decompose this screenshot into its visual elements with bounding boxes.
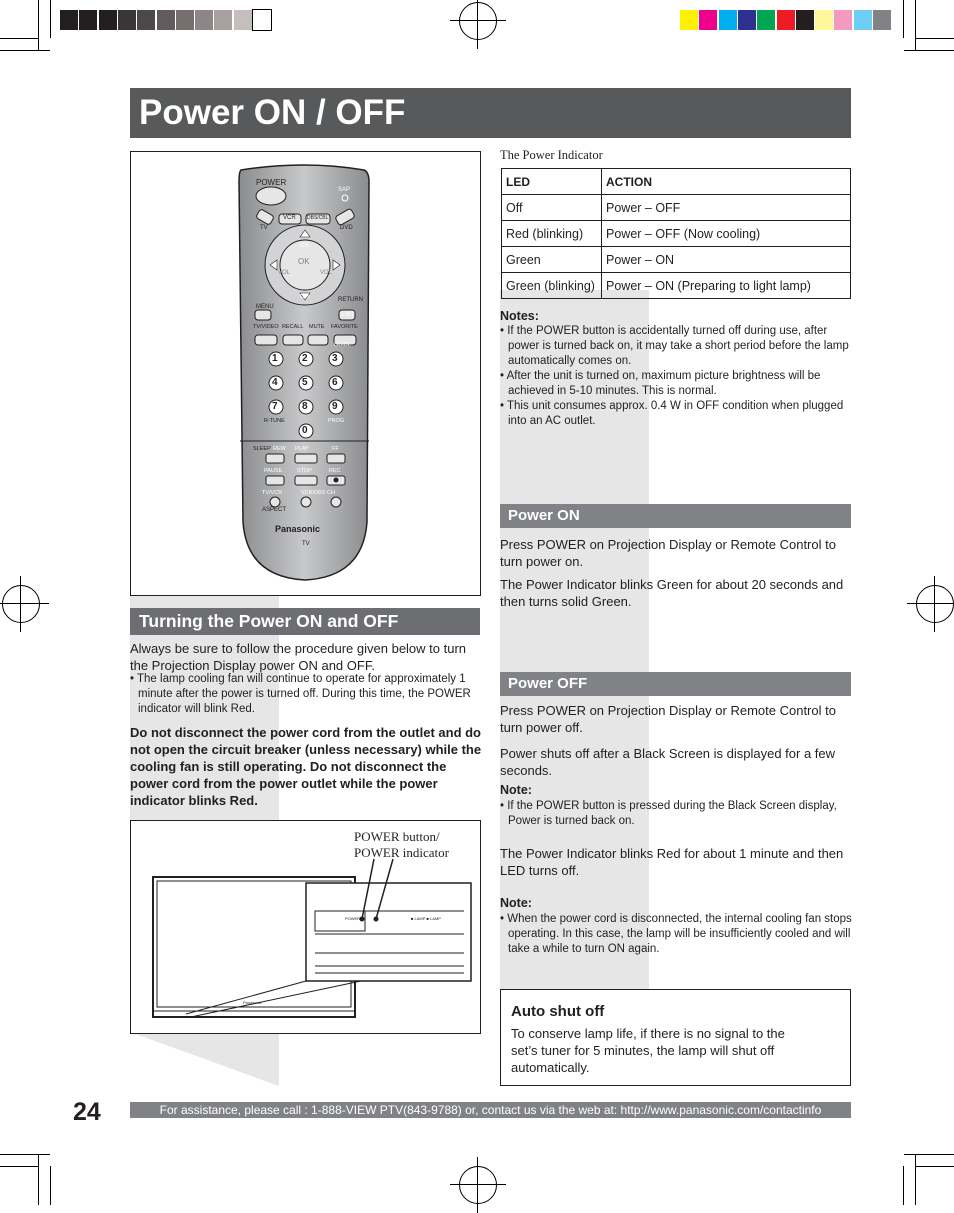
remote-digit-7[interactable]: 7	[272, 401, 278, 412]
remote-tvvcr-label: TV/VCR	[262, 490, 283, 496]
remote-play-label: PLAY	[295, 446, 309, 452]
turning-bullet: • The lamp cooling fan will continue to operate for approximately 1 minute after the power is turned off. During this time, the POWER indicator will blink Red.	[130, 673, 471, 715]
remote-ch-up-label: CH	[300, 243, 309, 249]
remote-return-button[interactable]: RETURN	[338, 297, 363, 303]
table-row	[502, 247, 851, 273]
remote-prog-label: PROG	[328, 418, 345, 424]
remote-digit-9[interactable]: 9	[332, 401, 338, 412]
table-cell-led: Red (blinking)	[502, 221, 602, 247]
power-indicator-table	[501, 168, 851, 299]
remote-tv-video-button[interactable]: TV/VIDEO	[253, 324, 279, 330]
remote-digit-0[interactable]: 0	[302, 425, 308, 436]
remote-power-label: POWER	[256, 178, 287, 187]
note-item: • This unit consumes approx. 0.4 W in OFF condition when plugged into an AC outlet.	[500, 400, 844, 427]
section-header-power-off: Power OFF	[500, 672, 851, 696]
remote-guide-label: GUIDE	[334, 342, 352, 348]
tv-power-tiny-label: POWER	[345, 916, 361, 921]
remote-digit-8[interactable]: 8	[302, 401, 308, 412]
remote-recall-button[interactable]: RECALL	[282, 324, 304, 330]
remote-digit-4[interactable]: 4	[272, 377, 278, 388]
remote-favorite-button[interactable]: FAVORITE	[331, 324, 358, 330]
remote-brand-logo: Panasonic	[275, 524, 321, 534]
remote-model-label: TV	[302, 541, 310, 547]
remote-control-figure	[130, 151, 481, 596]
remote-stop-label: STOP	[297, 468, 312, 474]
remote-sleep-button[interactable]: SLEEP	[253, 446, 271, 452]
remote-aspect-button[interactable]: ASPECT	[262, 507, 287, 513]
power-off-p3: The Power Indicator blinks Red for about 1 minute and then LED turns off.	[500, 846, 844, 878]
notes-label: Notes:	[500, 309, 539, 323]
remote-ff-label: FF	[332, 446, 339, 452]
power-off-p2: Power shuts off after a Black Screen is displayed for a few seconds.	[500, 746, 836, 778]
tv-front-panel-figure	[130, 820, 481, 1034]
remote-pause-label: PAUSE	[264, 468, 283, 474]
power-on-p2: The Power Indicator blinks Green for about 20 seconds and then turns solid Green.	[500, 577, 844, 609]
remote-digit-6[interactable]: 6	[332, 377, 338, 388]
remote-vcrdbs-ch-label: VCR/DBS CH	[301, 490, 335, 496]
power-off-note1: • If the POWER button is pressed during the Black Screen display, Power is turned back on.	[500, 800, 837, 827]
remote-rec-label: REC	[329, 468, 341, 474]
tv-caption-line1: POWER button/	[354, 829, 440, 844]
power-on-p1: Press POWER on Projection Display or Remote Control to turn power on.	[500, 537, 836, 569]
page-number: 24	[73, 1098, 101, 1126]
remote-tv-button[interactable]: TV	[260, 225, 268, 231]
table-cell-action: Power – ON	[602, 247, 851, 273]
table-cell-action: Power – OFF (Now cooling)	[602, 221, 851, 247]
turning-intro: Always be sure to follow the procedure given below to turn the Projection Display power ON and OFF.	[130, 641, 467, 673]
note-item: • If the POWER button is accidentally turned off during use, after power is turned back on, it may take a short period before the lamp automatically comes on.	[500, 325, 849, 367]
table-header-row	[502, 169, 851, 195]
remote-digit-3[interactable]: 3	[332, 353, 338, 364]
table-row	[502, 273, 851, 299]
table-row	[502, 221, 851, 247]
page-title: Power ON / OFF	[139, 93, 406, 132]
remote-menu-button[interactable]: MENU	[256, 304, 274, 310]
remote-digit-5[interactable]: 5	[302, 377, 308, 388]
remote-rtune-button[interactable]: R-TUNE	[264, 418, 285, 424]
section-header-turning: Turning the Power ON and OFF	[130, 608, 480, 635]
remote-mute-button[interactable]: MUTE	[309, 324, 325, 330]
section-header-power-on: Power ON	[500, 504, 851, 528]
auto-shut-off-text: To conserve lamp life, if there is no signal to the set’s tuner for 5 minutes, the lamp will shut off automatically.	[511, 1026, 785, 1075]
tv-brand-tiny-label: Panasonic	[243, 1000, 262, 1005]
remote-vcr-button[interactable]: VCR	[283, 215, 296, 221]
turning-warning: Do not disconnect the power cord from the outlet and do not open the circuit breaker (unless necessary) while the cooling fan is still operating. Do not disconnect the power cord from the power outlet while the power indicator blinks Red.	[130, 725, 482, 808]
table-cell-action: Power – ON (Preparing to light lamp)	[602, 273, 851, 299]
tv-caption	[354, 829, 449, 861]
table-cell-led: Green	[502, 247, 602, 273]
remote-digit-2[interactable]: 2	[302, 353, 308, 364]
remote-sap-label: SAP	[338, 187, 351, 193]
tv-caption-line2: POWER indicator	[354, 845, 449, 860]
remote-ok-button[interactable]: OK	[298, 257, 310, 266]
title-bar	[130, 88, 851, 138]
table-cell-led: Green (blinking)	[502, 273, 602, 299]
remote-dvd-button[interactable]: DVD	[340, 225, 353, 231]
power-off-note2-label: Note:	[500, 896, 532, 910]
tv-lamp-tiny-label: ■ LAMP ■ LAMP	[411, 916, 441, 921]
auto-shut-off-box	[500, 989, 851, 1086]
remote-ch-down-label: CH	[300, 294, 309, 300]
table-cell-led: Off	[502, 195, 602, 221]
notes-list	[500, 324, 852, 429]
note-item: • After the unit is turned on, maximum picture brightness will be achieved in 5-10 minutes. This is normal.	[500, 370, 821, 397]
power-off-note1-label: Note:	[500, 783, 532, 797]
remote-exit-label: EXIT	[341, 312, 355, 318]
indicator-caption: The Power Indicator	[500, 148, 603, 162]
table-header-led: LED	[502, 169, 602, 195]
table-header-action: ACTION	[602, 169, 851, 195]
table-row	[502, 195, 851, 221]
table-cell-action: Power – OFF	[602, 195, 851, 221]
footer-assistance: For assistance, please call : 1-888-VIEW PTV(843-9788) or, contact us via the web at: http://www.panasonic.com/contactinfo	[130, 1102, 851, 1118]
remote-dbs-button[interactable]: DBS/CBL	[307, 215, 329, 221]
auto-shut-off-heading: Auto shut off	[511, 1003, 605, 1020]
remote-digit-1[interactable]: 1	[272, 353, 278, 364]
remote-vol-left-label: VOL	[278, 270, 291, 276]
remote-vol-right-label: VOL	[320, 270, 333, 276]
power-off-note2: • When the power cord is disconnected, the internal cooling fan stops operating. In this case, the lamp will be insufficiently cooled and will take a while to turn ON again.	[500, 913, 852, 955]
power-off-p1: Press POWER on Projection Display or Remote Control to turn power off.	[500, 703, 836, 735]
remote-rew-label: REW	[273, 446, 286, 452]
